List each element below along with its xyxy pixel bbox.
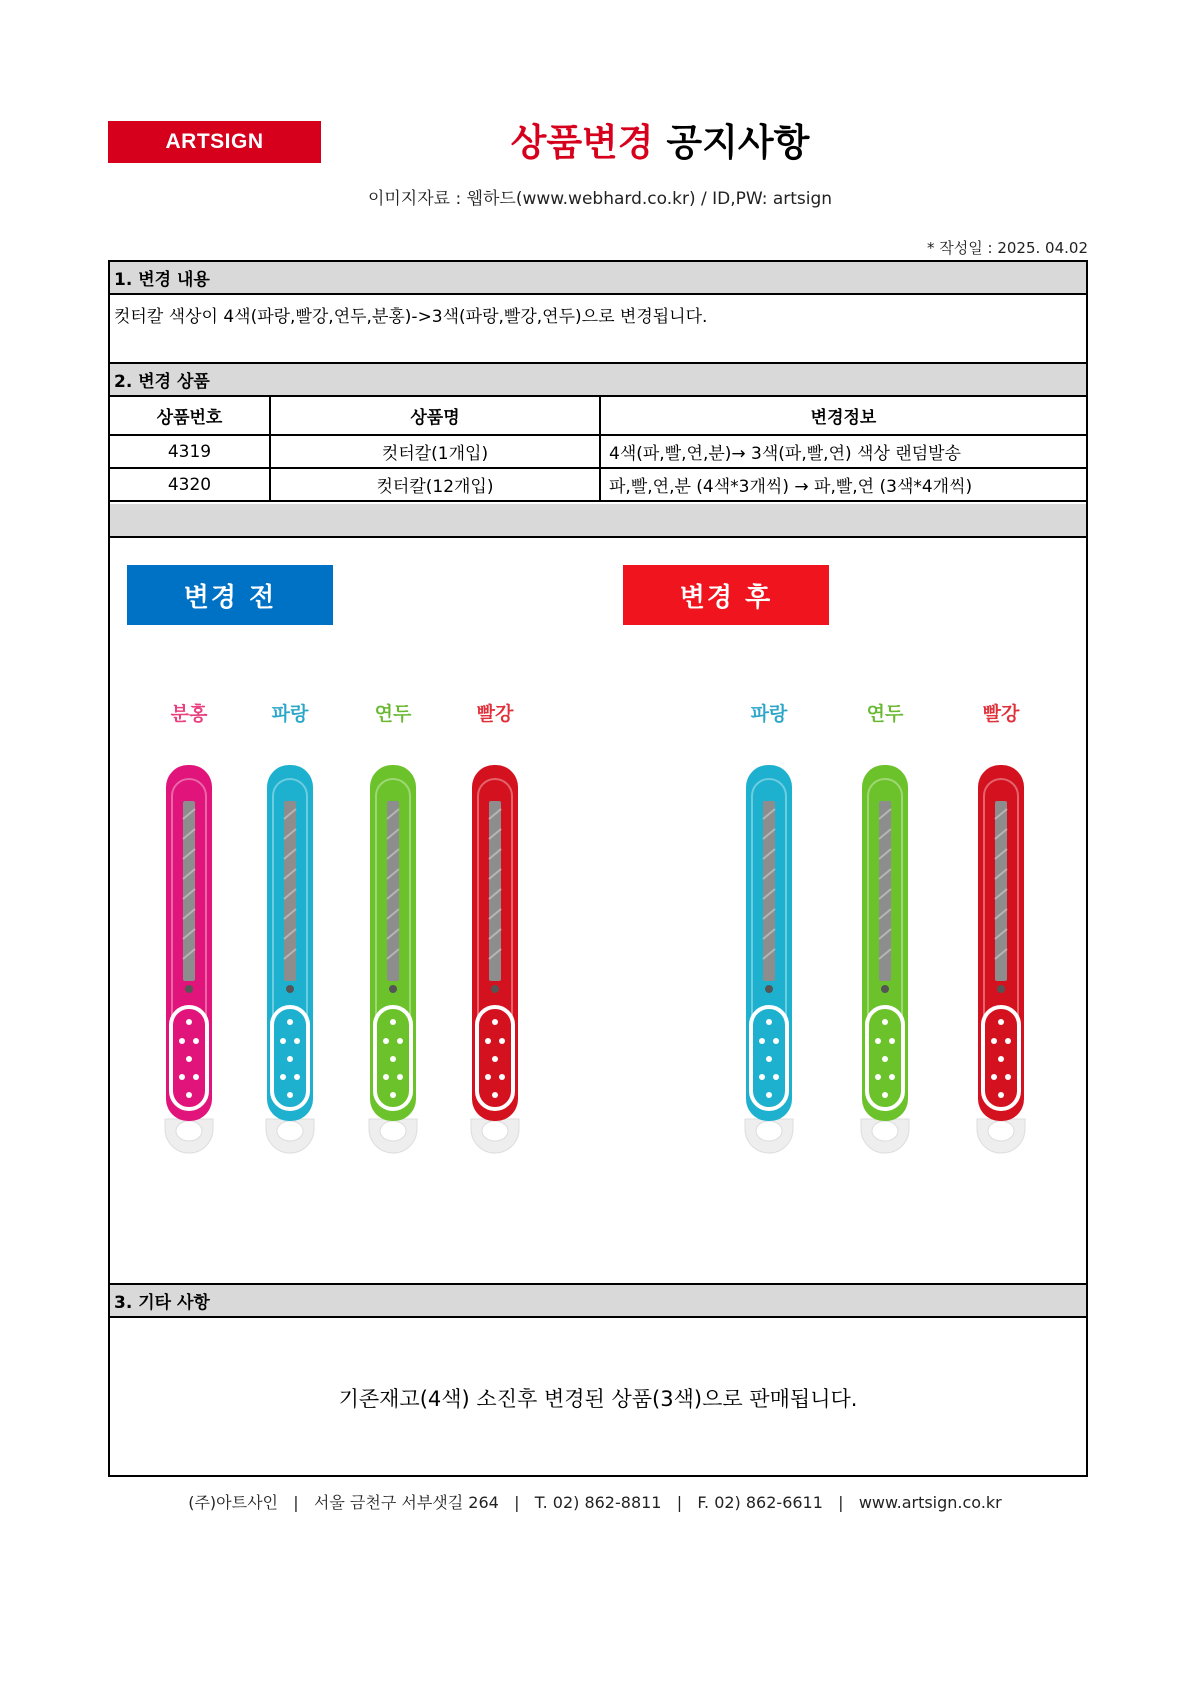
artsign-logo: ARTSIGN bbox=[108, 121, 321, 163]
column-header: 변경정보 bbox=[600, 396, 1086, 435]
change-info: 4색(파,빨,연,분)→ 3색(파,빨,연) 색상 랜덤발송 bbox=[600, 435, 1086, 468]
cutter-knife-icon bbox=[468, 759, 522, 1159]
cutter-knife-icon bbox=[742, 759, 796, 1159]
section2-heading: 2. 변경 상품 bbox=[110, 364, 1086, 395]
written-date: * 작성일 : 2025. 04.02 bbox=[927, 239, 1088, 257]
product-number: 4320 bbox=[110, 468, 270, 501]
section3-heading: 3. 기타 사항 bbox=[110, 1285, 1086, 1316]
section1-heading: 1. 변경 내용 bbox=[110, 262, 1086, 293]
knife-color-label: 연두 bbox=[374, 703, 412, 725]
table-header-row bbox=[110, 396, 1086, 435]
section3-text: 기존재고(4색) 소진후 변경된 상품(3색)으로 판매됩니다. bbox=[338, 1387, 858, 1411]
cutter-knife bbox=[742, 759, 796, 1163]
table-row bbox=[110, 435, 1086, 468]
section1-text: 컷터칼 색상이 4색(파랑,빨강,연두,분홍)->3색(파랑,빨강,연두)으로 변경됩니다. bbox=[114, 307, 708, 327]
after-change-badge: 변경 후 bbox=[623, 565, 829, 625]
cutter-knife-icon bbox=[974, 759, 1028, 1159]
product-number: 4319 bbox=[110, 435, 270, 468]
title-rest: 공지사항 bbox=[653, 121, 810, 164]
cutter-knife bbox=[263, 759, 317, 1163]
table-row bbox=[110, 468, 1086, 501]
gray-spacer-bar bbox=[110, 504, 1086, 536]
cutter-knife-icon bbox=[858, 759, 912, 1159]
change-info: 파,빨,연,분 (4색*3개씩) → 파,빨,연 (3색*4개씩) bbox=[600, 468, 1086, 501]
image-source-note: 이미지자료 : 웹하드(www.webhard.co.kr) / ID,PW: artsign bbox=[367, 189, 833, 209]
before-change-badge: 변경 전 bbox=[127, 565, 333, 625]
cutter-knife bbox=[468, 759, 522, 1163]
company-footer: (주)아트사인 | 서울 금천구 서부샛길 264 | T. 02) 862-8811 | F. 02) 862-6611 | www.artsign.co.kr bbox=[188, 1493, 1002, 1512]
cutter-knife-icon bbox=[162, 759, 216, 1159]
title-highlight: 상품변경 bbox=[510, 121, 654, 164]
product-table bbox=[110, 395, 1086, 502]
knife-color-label: 빨강 bbox=[982, 703, 1020, 725]
cutter-knife bbox=[974, 759, 1028, 1163]
cutter-knife bbox=[162, 759, 216, 1163]
knife-color-label: 빨강 bbox=[476, 703, 514, 725]
page-title bbox=[380, 112, 940, 166]
cutter-knife bbox=[858, 759, 912, 1163]
knife-color-label: 파랑 bbox=[271, 703, 309, 725]
column-header: 상품번호 bbox=[110, 396, 270, 435]
knife-color-label: 파랑 bbox=[750, 703, 788, 725]
cutter-knife-icon bbox=[263, 759, 317, 1159]
column-header: 상품명 bbox=[270, 396, 600, 435]
knife-color-label: 연두 bbox=[866, 703, 904, 725]
cutter-knife-icon bbox=[366, 759, 420, 1159]
product-name: 컷터칼(12개입) bbox=[270, 468, 600, 501]
cutter-knife bbox=[366, 759, 420, 1163]
product-name: 컷터칼(1개입) bbox=[270, 435, 600, 468]
notice-box bbox=[108, 260, 1088, 1477]
knife-color-label: 분홍 bbox=[170, 703, 208, 725]
